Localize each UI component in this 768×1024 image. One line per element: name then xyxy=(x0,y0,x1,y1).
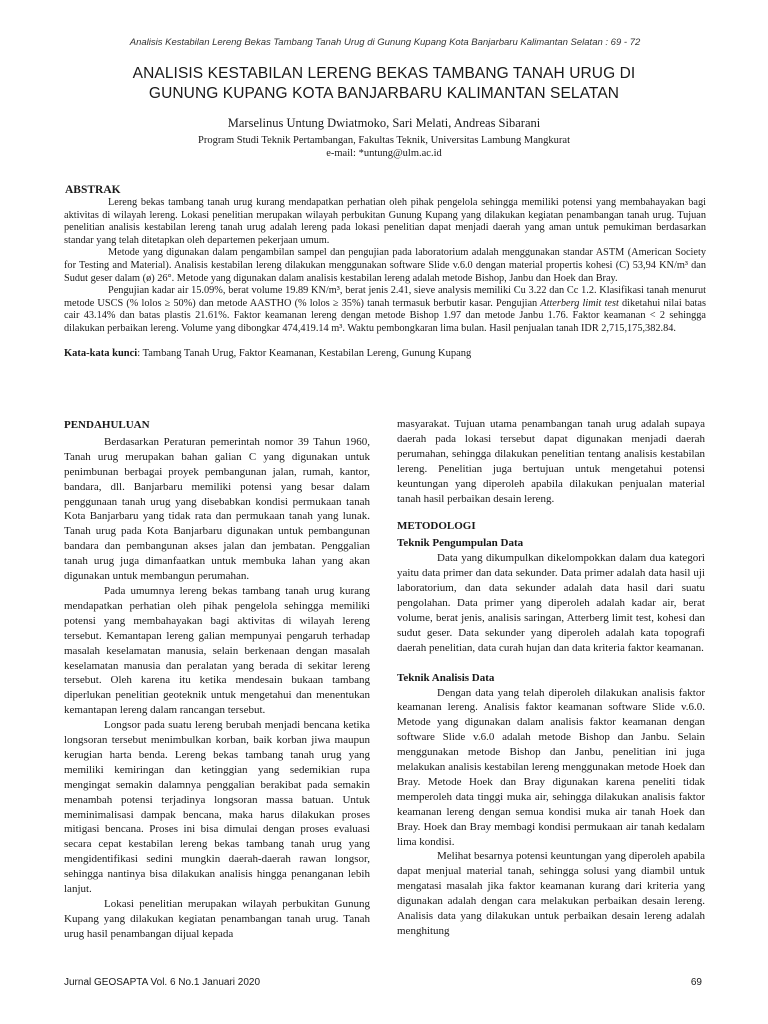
body-paragraph: Berdasarkan Peraturan pemerintah nomor 39 Tahun 1960, Tanah urug merupakan bahan galian C yang digunakan untuk penimbunan berbagai proyek pembangunan jalan, rumah, kantor, bandara, dll. Banjarbaru memiliki potensi yang besar dalam penggunaan tanah urug yang disebabkan kondisi permukaan tanah Kota Banjarbaru yang tidak rata dan permukaan tanah yang lunak. Tanah urug pada Kota Banjarbaru digunakan untuk pembangunan bandara dan pembangunan akses jalan dan jembatan. Penggalian tanah urug juga dimanfaatkan untuk membuka lahan yang akan digunakan untuk membangun perumahan. xyxy=(64,435,370,583)
title-line-1: ANALISIS KESTABILAN LERENG BEKAS TAMBANG TANAH URUG DI xyxy=(132,65,636,82)
page-number: 69 xyxy=(690,977,702,988)
keywords-label: Kata-kata kunci xyxy=(64,348,138,359)
page-footer xyxy=(64,977,706,988)
left-column xyxy=(64,418,370,942)
body-paragraph: Longsor pada suatu lereng berubah menjadi bencana ketika longsoran tersebut menimbulkan korban, baik korban jiwa maupun kerugian harta benda. Lereng bekas tambang tanah urug yang memiliki kemiringan dan ketinggian yang sedemikian rupa mengingat semakin dalamnya penggalian berakibat pada semakin menambah potensi terjadinya longsoran massa batuan. Untuk meminimalisasi dampak bencana, maka harus dilakukan proses mitigasi bencana. Proses ini bisa dimulai dengan proses evaluasi secara cepat kestabilan lereng bekas tambang tanah urug yang mengidentifikasi sedini mungkin daerah-daerah rawan longsor, sehingga nantinya bisa dilakukan analisis hingga penanganan lebih lanjut. xyxy=(64,719,370,896)
section-heading: PENDAHULUAN xyxy=(64,419,150,431)
affiliation-block xyxy=(60,134,708,160)
abstract-italic-term: Atterberg limit test xyxy=(540,297,619,309)
body-paragraph: Dengan data yang telah diperoleh dilakukan analisis faktor keamanan lereng. Analisis faktor keamanan software Slide v.6.0. Metode yang digunakan dalam analisis faktor keamanan dengan software Slide v.6.0 adalah metode Bishop dan Janbu. Selain menggunakan metode Bishop dan Janbu, penelitian ini juga melakukan analisis kestabilan lereng menggunakan metode Hoek dan Bray. Metode Hoek dan Bray digunakan karena peneliti tidak memperoleh data tinggi muka air, sehingga dilakukan analisis faktor keamanan lereng dengan semua kondisi muka air tanah Hoek dan Bray. Hoek dan Bray membagi kondisi permukaan air tanah kedalam lima kondisi. xyxy=(397,686,705,848)
keywords-text: : Tambang Tanah Urug, Faktor Keamanan, Kestabilan Lereng, Gunung Kupang xyxy=(137,348,472,359)
affiliation: Program Studi Teknik Pertambangan, Fakultas Teknik, Universitas Lambung Mangkurat xyxy=(197,135,570,146)
abstract-text: Pengujian kadar air 15.09%, berat volume 19.89 KN/m³, berat jenis 2.41, sieve analysis memiliki Cu 3.22 dan Cc 1.2. Klasifikasi tanah menurut metode USCS (% lolos ≥ 50%) dan metode AASTHO (% lolos ≥ 35%) tanah termasuk berbutir kasar. Pengujian xyxy=(64,285,706,309)
journal-name: Jurnal GEOSAPTA Vol. 6 No.1 Januari 2020 xyxy=(64,977,261,988)
body-paragraph: Pada umumnya lereng bekas tambang tanah urug kurang mendapatkan perhatian oleh pihak pengelola sehingga memiliki potensi yang membahayakan bagi aktivitas di wilayah lereng tersebut. Kemantapan lereng galian mempunyai pengaruh terhadap masalah keselamatan manusia, selain berkenaan dengan masalah keselamatan manusia dan peralatan yang berada di sekitar lereng tersebut. Oleh karena itu ketika mendesain bukaan tambang diperlukan penelitian geoteknik untuk mengetahui dan menentukan kemantapan lereng dalam rancangan tersebut. xyxy=(64,584,370,717)
section-heading: METODOLOGI xyxy=(397,520,476,533)
right-column xyxy=(397,417,705,939)
abstract-heading: ABSTRAK xyxy=(65,184,121,196)
body-paragraph: Lokasi penelitian merupakan wilayah perbukitan Gunung Kupang yang dilakukan kegiatan penambangan tanah urug. Tanah urug hasil penambangan dijual kepada xyxy=(64,898,370,940)
body-paragraph: Data yang dikumpulkan dikelompokkan dalam dua kategori yaitu data primer dan data sekunder. Data primer adalah data hasil uji laboratorium, dan data sekunder adalah data hasil dari suatu pengolahan. Data primer yang diperoleh adalah kadar air, berat volume, berat jenis, analisis saringan, Atterberg limit test, kohesi dan sudut geser. Data sekunder yang diperoleh adalah kata topografi daerah penelitian, data curah hujan dan data kriteria faktor keamanan. xyxy=(397,552,705,654)
abstract-paragraph: Lereng bekas tambang tanah urug kurang mendapatkan perhatian oleh pihak pengelola sehingga memiliki potensi yang membahayakan bagi aktivitas di wilayah lereng. Lokasi penelitian merupakan wilayah perbukitan Gunung Kupang yang dilakukan kegiatan penambangan tanah urug. Tujuan penelitian analisis kestabilan lereng tanah urug adalah lereng pada lokasi penelitian dapat menjadi daerah yang aman untuk pemukiman berdasarkan standar yang telah ditetapkan oleh departemen pekerjaan umum. xyxy=(64,197,706,246)
authors: Marselinus Untung Dwiatmoko, Sari Melati, Andreas Sibarani xyxy=(227,116,541,130)
keywords xyxy=(64,348,706,359)
subsection-heading: Teknik Analisis Data xyxy=(397,671,495,684)
abstract-body xyxy=(64,197,706,336)
body-paragraph: masyarakat. Tujuan utama penambangan tanah urug adalah supaya daerah pada lokasi tersebut dapat digunakan menjadi daerah perumahan, sehingga dilakukan penelitian tentang analisis kestabilan lereng. Penelitian juga bertujuan untuk mengetahui potensi keuntungan yang diperoleh apabila dilakukan penjualan material tanah hasil perbaikan desain lereng. xyxy=(397,418,705,505)
body-paragraph: Melihat besarnya potensi keuntungan yang diperoleh apabila dapat menjual material tanah, sehingga solusi yang diambil untuk mengatasi masalah jika faktor keamanan kurang dari kriteria yang digunakan adalah dengan cara melakukan perbaikan desain lereng. Analisis data yang dilakukan untuk perbaikan desain lereng adalah menghitung xyxy=(397,850,705,937)
abstract-text: diketahui nilai batas cair 43.14% dan batas plastis 21.61%. Faktor keamanan lereng dengan metode Bishop 1.97 dan metode Janbu 1.76. Faktor keamanan < 2 sehingga dilakukan perbaikan lereng. Volume yang dibongkar 474,419.14 m³. Waktu pembongkaran lima bulan. Hasil penjualan tanah IDR 2,715,175,382.84. xyxy=(64,297,706,334)
running-header: Analisis Kestabilan Lereng Bekas Tambang Tanah Urug di Gunung Kupang Kota Banjarbaru Kalimantan Selatan : 69 - 72 xyxy=(129,37,641,48)
email: e-mail: *untung@ulm.ac.id xyxy=(326,148,442,159)
abstract-paragraph xyxy=(64,285,706,335)
abstract-paragraph: Metode yang digunakan dalam pengambilan sampel dan pengujian pada laboratorium adalah menggunakan standar ASTM (American Society for Testing and Material). Analisis kestabilan lereng dilakukan menggunakan software Slide v.6.0 dengan material propertis kohesi (C) 53,94 KN/m³ dan Sudut geser dalam (ø) 26°. Metode yang digunakan dalam analisis kestabilan lereng adalah metode Bishop, Janbu dan Hoek dan Bray. xyxy=(64,247,706,284)
subsection-heading: Teknik Pengumpulan Data xyxy=(397,537,524,550)
title-line-2: GUNUNG KUPANG KOTA BANJARBARU KALIMANTAN SELATAN xyxy=(148,85,620,102)
paper-title xyxy=(60,64,708,104)
